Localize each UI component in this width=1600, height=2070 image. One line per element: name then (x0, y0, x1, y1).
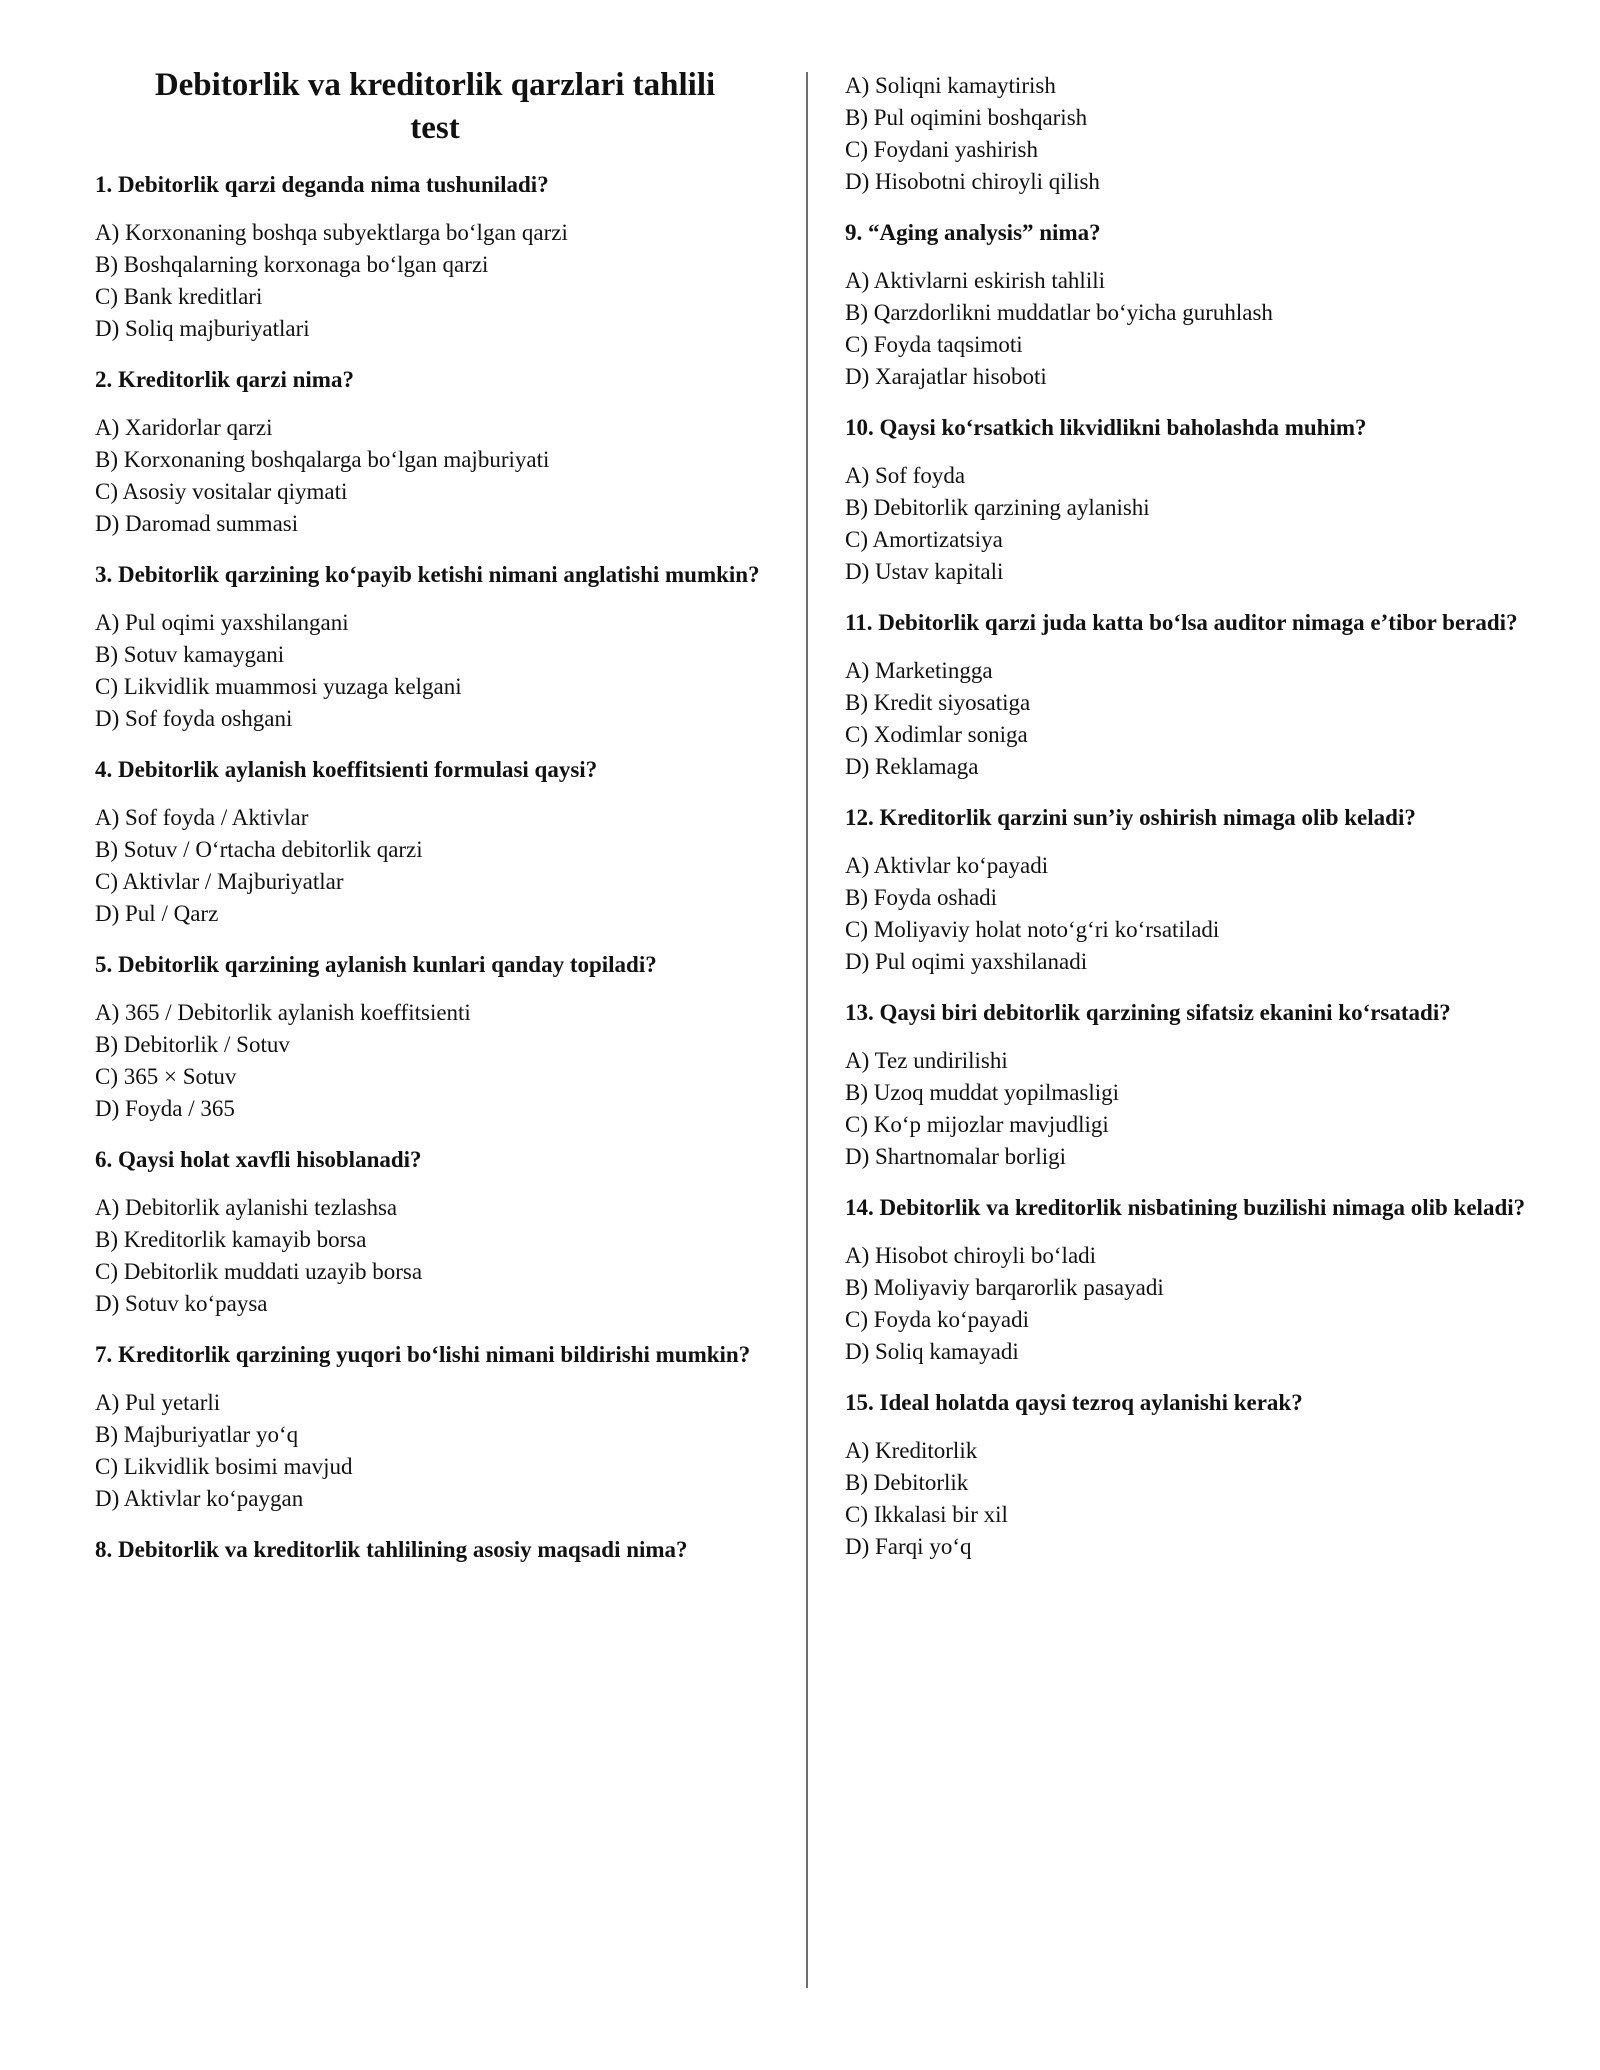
answer-option: C) Likvidlik bosimi mavjud (95, 1454, 353, 1479)
column-divider (806, 72, 808, 1988)
answer-option: D) Farqi yo‘q (845, 1534, 972, 1559)
question-block (845, 1387, 1540, 1563)
answer-options (845, 70, 1540, 198)
answer-option: A) Sof foyda / Aktivlar (95, 805, 309, 830)
answer-option: C) Ikkalasi bir xil (845, 1502, 1008, 1527)
answer-option: D) Shartnomalar borligi (845, 1144, 1067, 1169)
answer-options (95, 1192, 775, 1320)
answer-option: A) Hisobot chiroyli bo‘ladi (845, 1243, 1097, 1268)
right-questions-container (845, 70, 1540, 1563)
question-heading: 7. Kreditorlik qarzining yuqori bo‘lishi nimani bildirishi mumkin? (95, 1342, 751, 1367)
right-column (845, 60, 1540, 1563)
answer-options (845, 1435, 1540, 1563)
question-heading: 15. Ideal holatda qaysi tezroq aylanishi kerak? (845, 1390, 1303, 1415)
answer-option: D) Pul / Qarz (95, 901, 219, 926)
question-block (845, 607, 1540, 783)
document-title (95, 64, 775, 150)
question-heading: 13. Qaysi biri debitorlik qarzining sifatsiz ekanini ko‘rsatadi? (845, 1000, 1451, 1025)
answer-option: A) Korxonaning boshqa subyektlarga bo‘lgan qarzi (95, 220, 568, 245)
answer-option: C) Moliyaviy holat noto‘g‘ri ko‘rsatiladi (845, 917, 1220, 942)
answer-option: B) Foyda oshadi (845, 885, 998, 910)
question-heading: 3. Debitorlik qarzining ko‘payib ketishi nimani anglatishi mumkin? (95, 562, 760, 587)
left-column (95, 60, 775, 1582)
answer-option: D) Soliq kamayadi (845, 1339, 1019, 1364)
answer-options (845, 265, 1540, 393)
question-block (845, 412, 1540, 588)
answer-option: B) Korxonaning boshqalarga bo‘lgan majburiyati (95, 447, 550, 472)
question-heading: 2. Kreditorlik qarzi nima? (95, 367, 354, 392)
answer-options (95, 412, 775, 540)
answer-option: B) Debitorlik / Sotuv (95, 1032, 290, 1057)
answer-options (95, 1387, 775, 1515)
answer-option: C) Aktivlar / Majburiyatlar (95, 869, 344, 894)
answer-option: D) Ustav kapitali (845, 559, 1004, 584)
question-block (95, 559, 775, 735)
answer-option: D) Xarajatlar hisoboti (845, 364, 1047, 389)
answer-option: B) Majburiyatlar yo‘q (95, 1422, 299, 1447)
answer-option: B) Sotuv kamaygani (95, 642, 285, 667)
document-title-line2: test (410, 110, 460, 146)
answer-options (95, 607, 775, 735)
answer-option: B) Uzoq muddat yopilmasligi (845, 1080, 1120, 1105)
answer-options (845, 460, 1540, 588)
answer-option: C) Bank kreditlari (95, 284, 263, 309)
answer-option: C) Foyda ko‘payadi (845, 1307, 1029, 1332)
answer-option: D) Pul oqimi yaxshilanadi (845, 949, 1088, 974)
question-block (845, 1192, 1540, 1368)
answer-option: C) 365 × Sotuv (95, 1064, 237, 1089)
answer-option: A) Pul yetarli (95, 1390, 221, 1415)
question-heading: 8. Debitorlik va kreditorlik tahlilining asosiy maqsadi nima? (95, 1537, 688, 1562)
question-block (845, 802, 1540, 978)
question-heading: 9. “Aging analysis” nima? (845, 220, 1101, 245)
answer-option: A) Sof foyda (845, 463, 966, 488)
answer-option: A) Tez undirilishi (845, 1048, 1008, 1073)
question-block (845, 217, 1540, 393)
answer-option: A) Pul oqimi yaxshilangani (95, 610, 349, 635)
question-heading: 14. Debitorlik va kreditorlik nisbatining buzilishi nimaga olib keladi? (845, 1195, 1526, 1220)
answer-option: B) Qarzdorlikni muddatlar bo‘yicha guruhlash (845, 300, 1273, 325)
answer-option: A) Xaridorlar qarzi (95, 415, 273, 440)
question-heading: 11. Debitorlik qarzi juda katta bo‘lsa auditor nimaga e’tibor beradi? (845, 610, 1518, 635)
answer-option: A) Debitorlik aylanishi tezlashsa (95, 1195, 398, 1220)
answer-options (845, 1045, 1540, 1173)
answer-option: C) Asosiy vositalar qiymati (95, 479, 348, 504)
answer-option: A) Kreditorlik (845, 1438, 978, 1463)
question-heading: 4. Debitorlik aylanish koeffitsienti formulasi qaysi? (95, 757, 598, 782)
answer-options (95, 802, 775, 930)
answer-option: B) Kredit siyosatiga (845, 690, 1031, 715)
left-questions-container (95, 169, 775, 1566)
answer-option: D) Reklamaga (845, 754, 979, 779)
question-block (95, 754, 775, 930)
answer-option: C) Foyda taqsimoti (845, 332, 1023, 357)
answer-option: B) Boshqalarning korxonaga bo‘lgan qarzi (95, 252, 489, 277)
question-heading: 12. Kreditorlik qarzini sun’iy oshirish nimaga olib keladi? (845, 805, 1416, 830)
answer-option: C) Amortizatsiya (845, 527, 1003, 552)
answer-option: A) Marketingga (845, 658, 993, 683)
answer-options (95, 217, 775, 345)
answer-options (845, 655, 1540, 783)
answer-option: B) Sotuv / O‘rtacha debitorlik qarzi (95, 837, 423, 862)
document-title-line1: Debitorlik va kreditorlik qarzlari tahlili (154, 67, 716, 103)
answer-option: A) Soliqni kamaytirish (845, 73, 1056, 98)
answer-option: D) Soliq majburiyatlari (95, 316, 310, 341)
answer-option: B) Debitorlik (845, 1470, 969, 1495)
answer-option: A) Aktivlar ko‘payadi (845, 853, 1049, 878)
question-block (95, 364, 775, 540)
answer-option: D) Aktivlar ko‘paygan (95, 1486, 304, 1511)
answer-option: B) Kreditorlik kamayib borsa (95, 1227, 367, 1252)
question-block (845, 997, 1540, 1173)
answer-option: D) Sof foyda oshgani (95, 706, 293, 731)
question-block (95, 1339, 775, 1515)
answer-options (95, 997, 775, 1125)
answer-option: B) Pul oqimini boshqarish (845, 105, 1088, 130)
answer-option: C) Debitorlik muddati uzayib borsa (95, 1259, 423, 1284)
question-block (95, 949, 775, 1125)
answer-option: B) Debitorlik qarzining aylanishi (845, 495, 1150, 520)
question-heading: 10. Qaysi ko‘rsatkich likvidlikni baholashda muhim? (845, 415, 1367, 440)
question-block (95, 169, 775, 345)
question-block (95, 1144, 775, 1320)
answer-option: A) Aktivlarni eskirish tahlili (845, 268, 1105, 293)
answer-option: D) Hisobotni chiroyli qilish (845, 169, 1100, 194)
question-heading: 1. Debitorlik qarzi deganda nima tushuniladi? (95, 172, 549, 197)
answer-option: D) Sotuv ko‘paysa (95, 1291, 268, 1316)
answer-option: C) Xodimlar soniga (845, 722, 1028, 747)
answer-option: D) Daromad summasi (95, 511, 299, 536)
answer-options (845, 1240, 1540, 1368)
answer-options (845, 850, 1540, 978)
answer-option: C) Likvidlik muammosi yuzaga kelgani (95, 674, 462, 699)
answer-option: C) Foydani yashirish (845, 137, 1038, 162)
answer-option: B) Moliyaviy barqarorlik pasayadi (845, 1275, 1164, 1300)
answer-option: C) Ko‘p mijozlar mavjudligi (845, 1112, 1109, 1137)
question-heading: 6. Qaysi holat xavfli hisoblanadi? (95, 1147, 422, 1172)
question-heading: 5. Debitorlik qarzining aylanish kunlari qanday topiladi? (95, 952, 657, 977)
answer-option: D) Foyda / 365 (95, 1096, 235, 1121)
answer-option: A) 365 / Debitorlik aylanish koeffitsienti (95, 1000, 471, 1025)
